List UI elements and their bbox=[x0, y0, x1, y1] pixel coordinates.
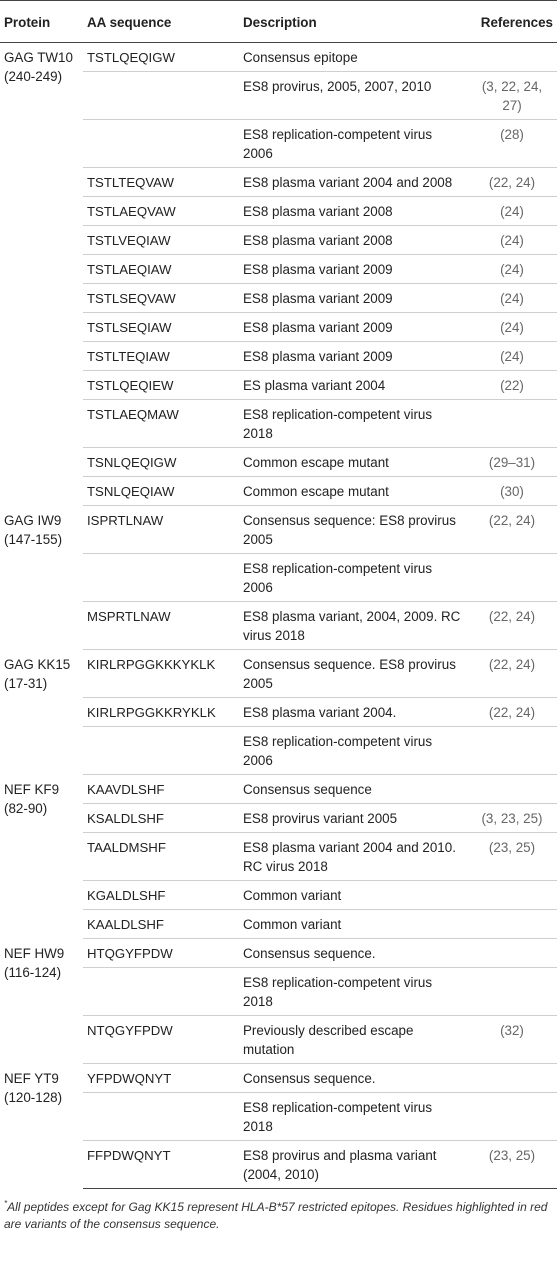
references-cell[interactable]: (29–31) bbox=[467, 448, 557, 477]
references-cell[interactable]: (23, 25) bbox=[467, 1141, 557, 1189]
table-row bbox=[0, 226, 557, 255]
aa-sequence-cell: YFPDWQNYT bbox=[83, 1064, 239, 1093]
description-cell: Consensus sequence bbox=[239, 775, 467, 804]
aa-sequence-cell: KIRLRPGGKKKYKLK bbox=[83, 650, 239, 698]
aa-sequence-cell: MSPRTLNAW bbox=[83, 602, 239, 650]
header-references: References bbox=[467, 1, 557, 43]
header-protein: Protein bbox=[0, 1, 83, 43]
table-row bbox=[0, 448, 557, 477]
header-description: Description bbox=[239, 1, 467, 43]
references-cell[interactable] bbox=[467, 1093, 557, 1141]
aa-sequence-cell: TSTLVEQIAW bbox=[83, 226, 239, 255]
table-row bbox=[0, 371, 557, 400]
description-cell: ES plasma variant 2004 bbox=[239, 371, 467, 400]
protein-cell: GAG TW10 (240-249) bbox=[4, 50, 73, 84]
description-cell: Previously described escape mutation bbox=[239, 1016, 467, 1064]
references-cell[interactable]: (22, 24) bbox=[467, 698, 557, 727]
aa-sequence-cell: TAALDMSHF bbox=[83, 833, 239, 881]
description-cell: Consensus epitope bbox=[239, 43, 467, 72]
references-cell[interactable]: (24) bbox=[467, 255, 557, 284]
aa-sequence-cell: KAAVDLSHF bbox=[83, 775, 239, 804]
description-cell: Common escape mutant bbox=[239, 477, 467, 506]
references-cell[interactable]: (22, 24) bbox=[467, 168, 557, 197]
table-row bbox=[0, 284, 557, 313]
references-cell[interactable]: (24) bbox=[467, 284, 557, 313]
references-cell[interactable]: (24) bbox=[467, 342, 557, 371]
table-row bbox=[0, 255, 557, 284]
description-cell: ES8 plasma variant 2009 bbox=[239, 255, 467, 284]
table-header bbox=[0, 1, 557, 43]
aa-sequence-cell: TSNLQEQIGW bbox=[83, 448, 239, 477]
description-cell: ES8 plasma variant 2008 bbox=[239, 197, 467, 226]
description-cell: ES8 plasma variant 2004 and 2008 bbox=[239, 168, 467, 197]
references-cell[interactable]: (24) bbox=[467, 197, 557, 226]
references-cell[interactable] bbox=[467, 554, 557, 602]
aa-sequence-cell bbox=[83, 72, 239, 120]
description-cell: ES8 plasma variant 2008 bbox=[239, 226, 467, 255]
references-cell[interactable]: (24) bbox=[467, 313, 557, 342]
table-footnote bbox=[0, 1189, 557, 1233]
aa-sequence-cell bbox=[83, 554, 239, 602]
table-row bbox=[0, 120, 557, 168]
description-cell: Consensus sequence: ES8 provirus 2005 bbox=[239, 506, 467, 554]
table-row bbox=[0, 506, 557, 554]
description-cell: Consensus sequence. bbox=[239, 939, 467, 968]
references-cell[interactable]: (28) bbox=[467, 120, 557, 168]
aa-sequence-cell: TSTLSEQVAW bbox=[83, 284, 239, 313]
aa-sequence-cell: KSALDLSHF bbox=[83, 804, 239, 833]
references-cell[interactable] bbox=[467, 400, 557, 448]
aa-sequence-cell: HTQGYFPDW bbox=[83, 939, 239, 968]
description-cell: ES8 plasma variant 2009 bbox=[239, 284, 467, 313]
table-row bbox=[0, 554, 557, 602]
table-row bbox=[0, 910, 557, 939]
references-cell[interactable]: (22, 24) bbox=[467, 602, 557, 650]
aa-sequence-cell: NTQGYFPDW bbox=[83, 1016, 239, 1064]
protein-cell: NEF HW9 (116-124) bbox=[4, 945, 65, 980]
references-cell[interactable]: (22, 24) bbox=[467, 506, 557, 554]
table-row bbox=[0, 1064, 557, 1093]
aa-sequence-cell: TSTLTEQIAW bbox=[83, 342, 239, 371]
aa-sequence-cell: TSNLQEQIAW bbox=[83, 477, 239, 506]
aa-sequence-cell: TSTLTEQVAW bbox=[83, 168, 239, 197]
references-cell[interactable]: (30) bbox=[467, 477, 557, 506]
table-row bbox=[0, 1093, 557, 1141]
protein-cell: NEF YT9 (120-128) bbox=[4, 1070, 63, 1105]
description-cell: ES8 replication-competent virus 2018 bbox=[239, 1093, 467, 1141]
table-row bbox=[0, 400, 557, 448]
table-row bbox=[0, 197, 557, 226]
aa-sequence-cell bbox=[83, 968, 239, 1016]
aa-sequence-cell: KIRLRPGGKKRYKLK bbox=[83, 698, 239, 727]
description-cell: ES8 replication-competent virus 2006 bbox=[239, 727, 467, 775]
description-cell: ES8 plasma variant 2009 bbox=[239, 313, 467, 342]
references-cell[interactable] bbox=[467, 968, 557, 1016]
footnote-marker: * bbox=[4, 1199, 8, 1208]
description-cell: ES8 plasma variant 2004 and 2010. RC virus 2018 bbox=[239, 833, 467, 881]
table-row bbox=[0, 968, 557, 1016]
description-cell: Consensus sequence. bbox=[239, 1064, 467, 1093]
protein-cell: GAG KK15 (17-31) bbox=[4, 656, 71, 691]
table-row bbox=[0, 650, 557, 698]
description-cell: ES8 provirus, 2005, 2007, 2010 bbox=[239, 72, 467, 120]
description-cell: ES8 plasma variant 2009 bbox=[239, 342, 467, 371]
table-row bbox=[0, 698, 557, 727]
references-cell[interactable]: (23, 25) bbox=[467, 833, 557, 881]
references-cell[interactable] bbox=[467, 881, 557, 910]
description-cell: Common variant bbox=[239, 881, 467, 910]
references-cell[interactable]: (24) bbox=[467, 226, 557, 255]
table-row bbox=[0, 727, 557, 775]
table-row bbox=[0, 1141, 557, 1189]
references-cell[interactable]: (32) bbox=[467, 1016, 557, 1064]
table-row bbox=[0, 833, 557, 881]
references-cell[interactable] bbox=[467, 43, 557, 72]
aa-sequence-cell: TSTLAEQMAW bbox=[83, 400, 239, 448]
header-aa-sequence: AA sequence bbox=[83, 1, 239, 43]
references-cell[interactable]: (3, 23, 25) bbox=[467, 804, 557, 833]
aa-sequence-cell: TSTLQEQIEW bbox=[83, 371, 239, 400]
header-row bbox=[0, 1, 557, 43]
table-row bbox=[0, 313, 557, 342]
references-cell[interactable]: (22, 24) bbox=[467, 650, 557, 698]
references-cell[interactable] bbox=[467, 1064, 557, 1093]
table-row bbox=[0, 43, 557, 72]
description-cell: ES8 replication-competent virus 2018 bbox=[239, 400, 467, 448]
aa-sequence-cell: TSTLAEQIAW bbox=[83, 255, 239, 284]
description-cell: ES8 replication-competent virus 2006 bbox=[239, 120, 467, 168]
aa-sequence-cell: KAALDLSHF bbox=[83, 910, 239, 939]
description-cell: Common escape mutant bbox=[239, 448, 467, 477]
table-row bbox=[0, 602, 557, 650]
references-cell[interactable] bbox=[467, 727, 557, 775]
references-cell[interactable] bbox=[467, 910, 557, 939]
description-cell: ES8 provirus and plasma variant (2004, 2010) bbox=[239, 1141, 467, 1189]
description-cell: ES8 replication-competent virus 2018 bbox=[239, 968, 467, 1016]
aa-sequence-cell: TSTLQEQIGW bbox=[83, 43, 239, 72]
footnote-text: All peptides except for Gag KK15 represent HLA-B*57 restricted epitopes. Residues highlighted in red are variants of the consensus sequence. bbox=[4, 1200, 548, 1231]
description-cell: ES8 plasma variant 2004. bbox=[239, 698, 467, 727]
aa-sequence-cell bbox=[83, 727, 239, 775]
description-cell: ES8 plasma variant, 2004, 2009. RC virus 2018 bbox=[239, 602, 467, 650]
protein-cell: GAG IW9 (147-155) bbox=[4, 512, 63, 547]
references-cell[interactable]: (22) bbox=[467, 371, 557, 400]
aa-sequence-cell bbox=[83, 120, 239, 168]
description-cell: Common variant bbox=[239, 910, 467, 939]
table-row bbox=[0, 881, 557, 910]
aa-sequence-cell: FFPDWQNYT bbox=[83, 1141, 239, 1189]
table-row bbox=[0, 804, 557, 833]
table-row bbox=[0, 477, 557, 506]
table-body bbox=[0, 43, 557, 1189]
aa-sequence-cell: ISPRTLNAW bbox=[83, 506, 239, 554]
aa-sequence-cell bbox=[83, 1093, 239, 1141]
table-row bbox=[0, 168, 557, 197]
references-cell[interactable] bbox=[467, 775, 557, 804]
references-cell[interactable] bbox=[467, 939, 557, 968]
table-row bbox=[0, 342, 557, 371]
description-cell: ES8 provirus variant 2005 bbox=[239, 804, 467, 833]
aa-sequence-cell: KGALDLSHF bbox=[83, 881, 239, 910]
table-row bbox=[0, 1016, 557, 1064]
references-cell[interactable]: (3, 22, 24, 27) bbox=[467, 72, 557, 120]
table-row bbox=[0, 775, 557, 804]
aa-sequence-cell: TSTLAEQVAW bbox=[83, 197, 239, 226]
protein-cell: NEF KF9 (82-90) bbox=[4, 781, 60, 816]
table-row bbox=[0, 72, 557, 120]
description-cell: ES8 replication-competent virus 2006 bbox=[239, 554, 467, 602]
table-row bbox=[0, 939, 557, 968]
description-cell: Consensus sequence. ES8 provirus 2005 bbox=[239, 650, 467, 698]
aa-sequence-cell: TSTLSEQIAW bbox=[83, 313, 239, 342]
